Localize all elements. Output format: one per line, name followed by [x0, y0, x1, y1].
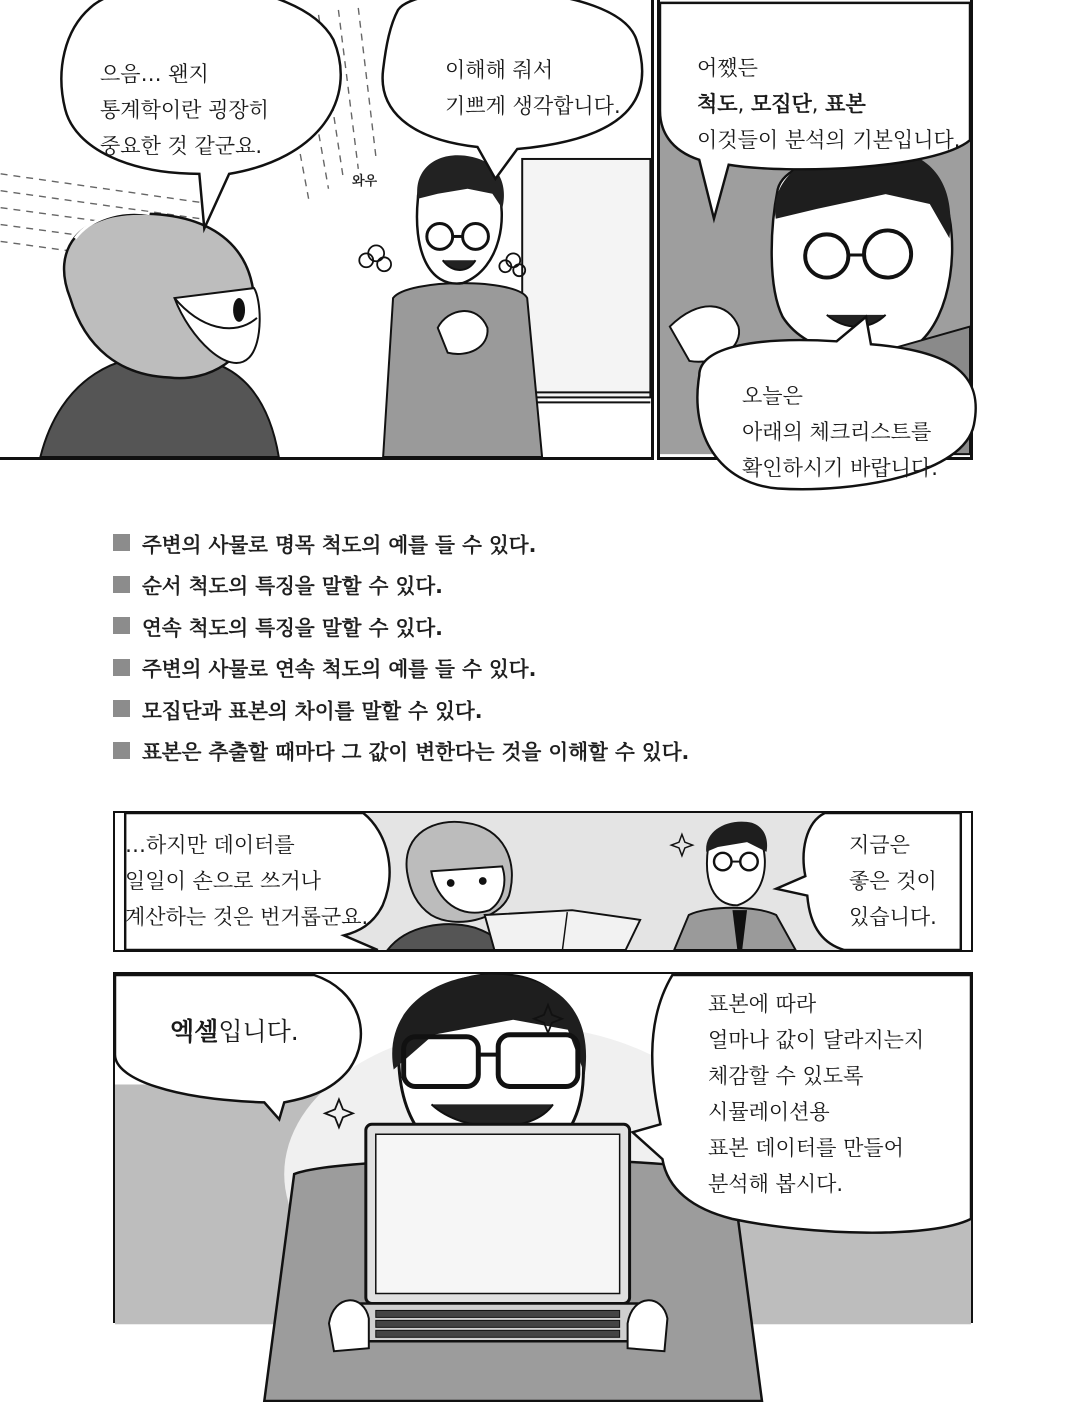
checklist-item: 연속 척도의 특징을 말할 수 있다.	[113, 605, 973, 647]
speech-left-text: 엑셀입니다.	[170, 1017, 299, 1046]
speech-right-text: 표본에 따라 얼마나 값이 달라지는지 체감할 수 있도록 시뮬레이션용 표본 데이터를 만들어 분석해 봅시다.	[708, 992, 925, 1196]
checkbox-icon[interactable]	[113, 617, 130, 634]
panel-3	[113, 811, 973, 952]
checklist-item: 표본은 추출할 때마다 그 값이 변한다는 것을 이해할 수 있다.	[113, 730, 973, 772]
man-speech-text: 지금은 좋은 것이 있습니다.	[849, 833, 937, 929]
checklist-item: 순서 척도의 특징을 말할 수 있다.	[113, 564, 973, 606]
term-population: 모집단	[750, 92, 812, 116]
term-sample: 표본	[825, 92, 866, 116]
woman-character	[40, 212, 278, 457]
checklist	[113, 522, 973, 771]
term-excel: 엑셀	[170, 1017, 219, 1046]
man-character	[383, 155, 542, 457]
woman-speech-text: 으음… 왠지 통계학이란 굉장히 중요한 것 같군요.	[100, 62, 269, 158]
speech-bottom-text: 오늘은 아래의 체크리스트를 확인하시기 바랍니다.	[742, 384, 938, 480]
checklist-item: 주변의 사물로 명목 척도의 예를 들 수 있다.	[113, 522, 973, 564]
checkbox-icon[interactable]	[113, 742, 130, 759]
checkbox-icon[interactable]	[113, 700, 130, 717]
checkbox-icon[interactable]	[113, 534, 130, 551]
checklist-item: 주변의 사물로 연속 척도의 예를 들 수 있다.	[113, 647, 973, 689]
panel-1	[0, 0, 654, 460]
checkbox-icon[interactable]	[113, 659, 130, 676]
term-scale: 척도	[697, 92, 738, 116]
speech-top-text: 어쨌든 척도, 모집단, 표본 이것들이 분석의 기본입니다.	[697, 56, 961, 152]
checklist-item: 모집단과 표본의 차이를 말할 수 있다.	[113, 688, 973, 730]
panel-4	[113, 972, 973, 1323]
checkbox-icon[interactable]	[113, 576, 130, 593]
panel-2	[657, 0, 973, 480]
woman-speech-text: …하지만 데이터를 일일이 손으로 쓰거나 계산하는 것은 번거롭군요.	[125, 833, 369, 929]
sound-effect-text: 와우	[352, 174, 378, 189]
man-speech-text: 이해해 줘서 기쁘게 생각합니다.	[445, 58, 621, 118]
